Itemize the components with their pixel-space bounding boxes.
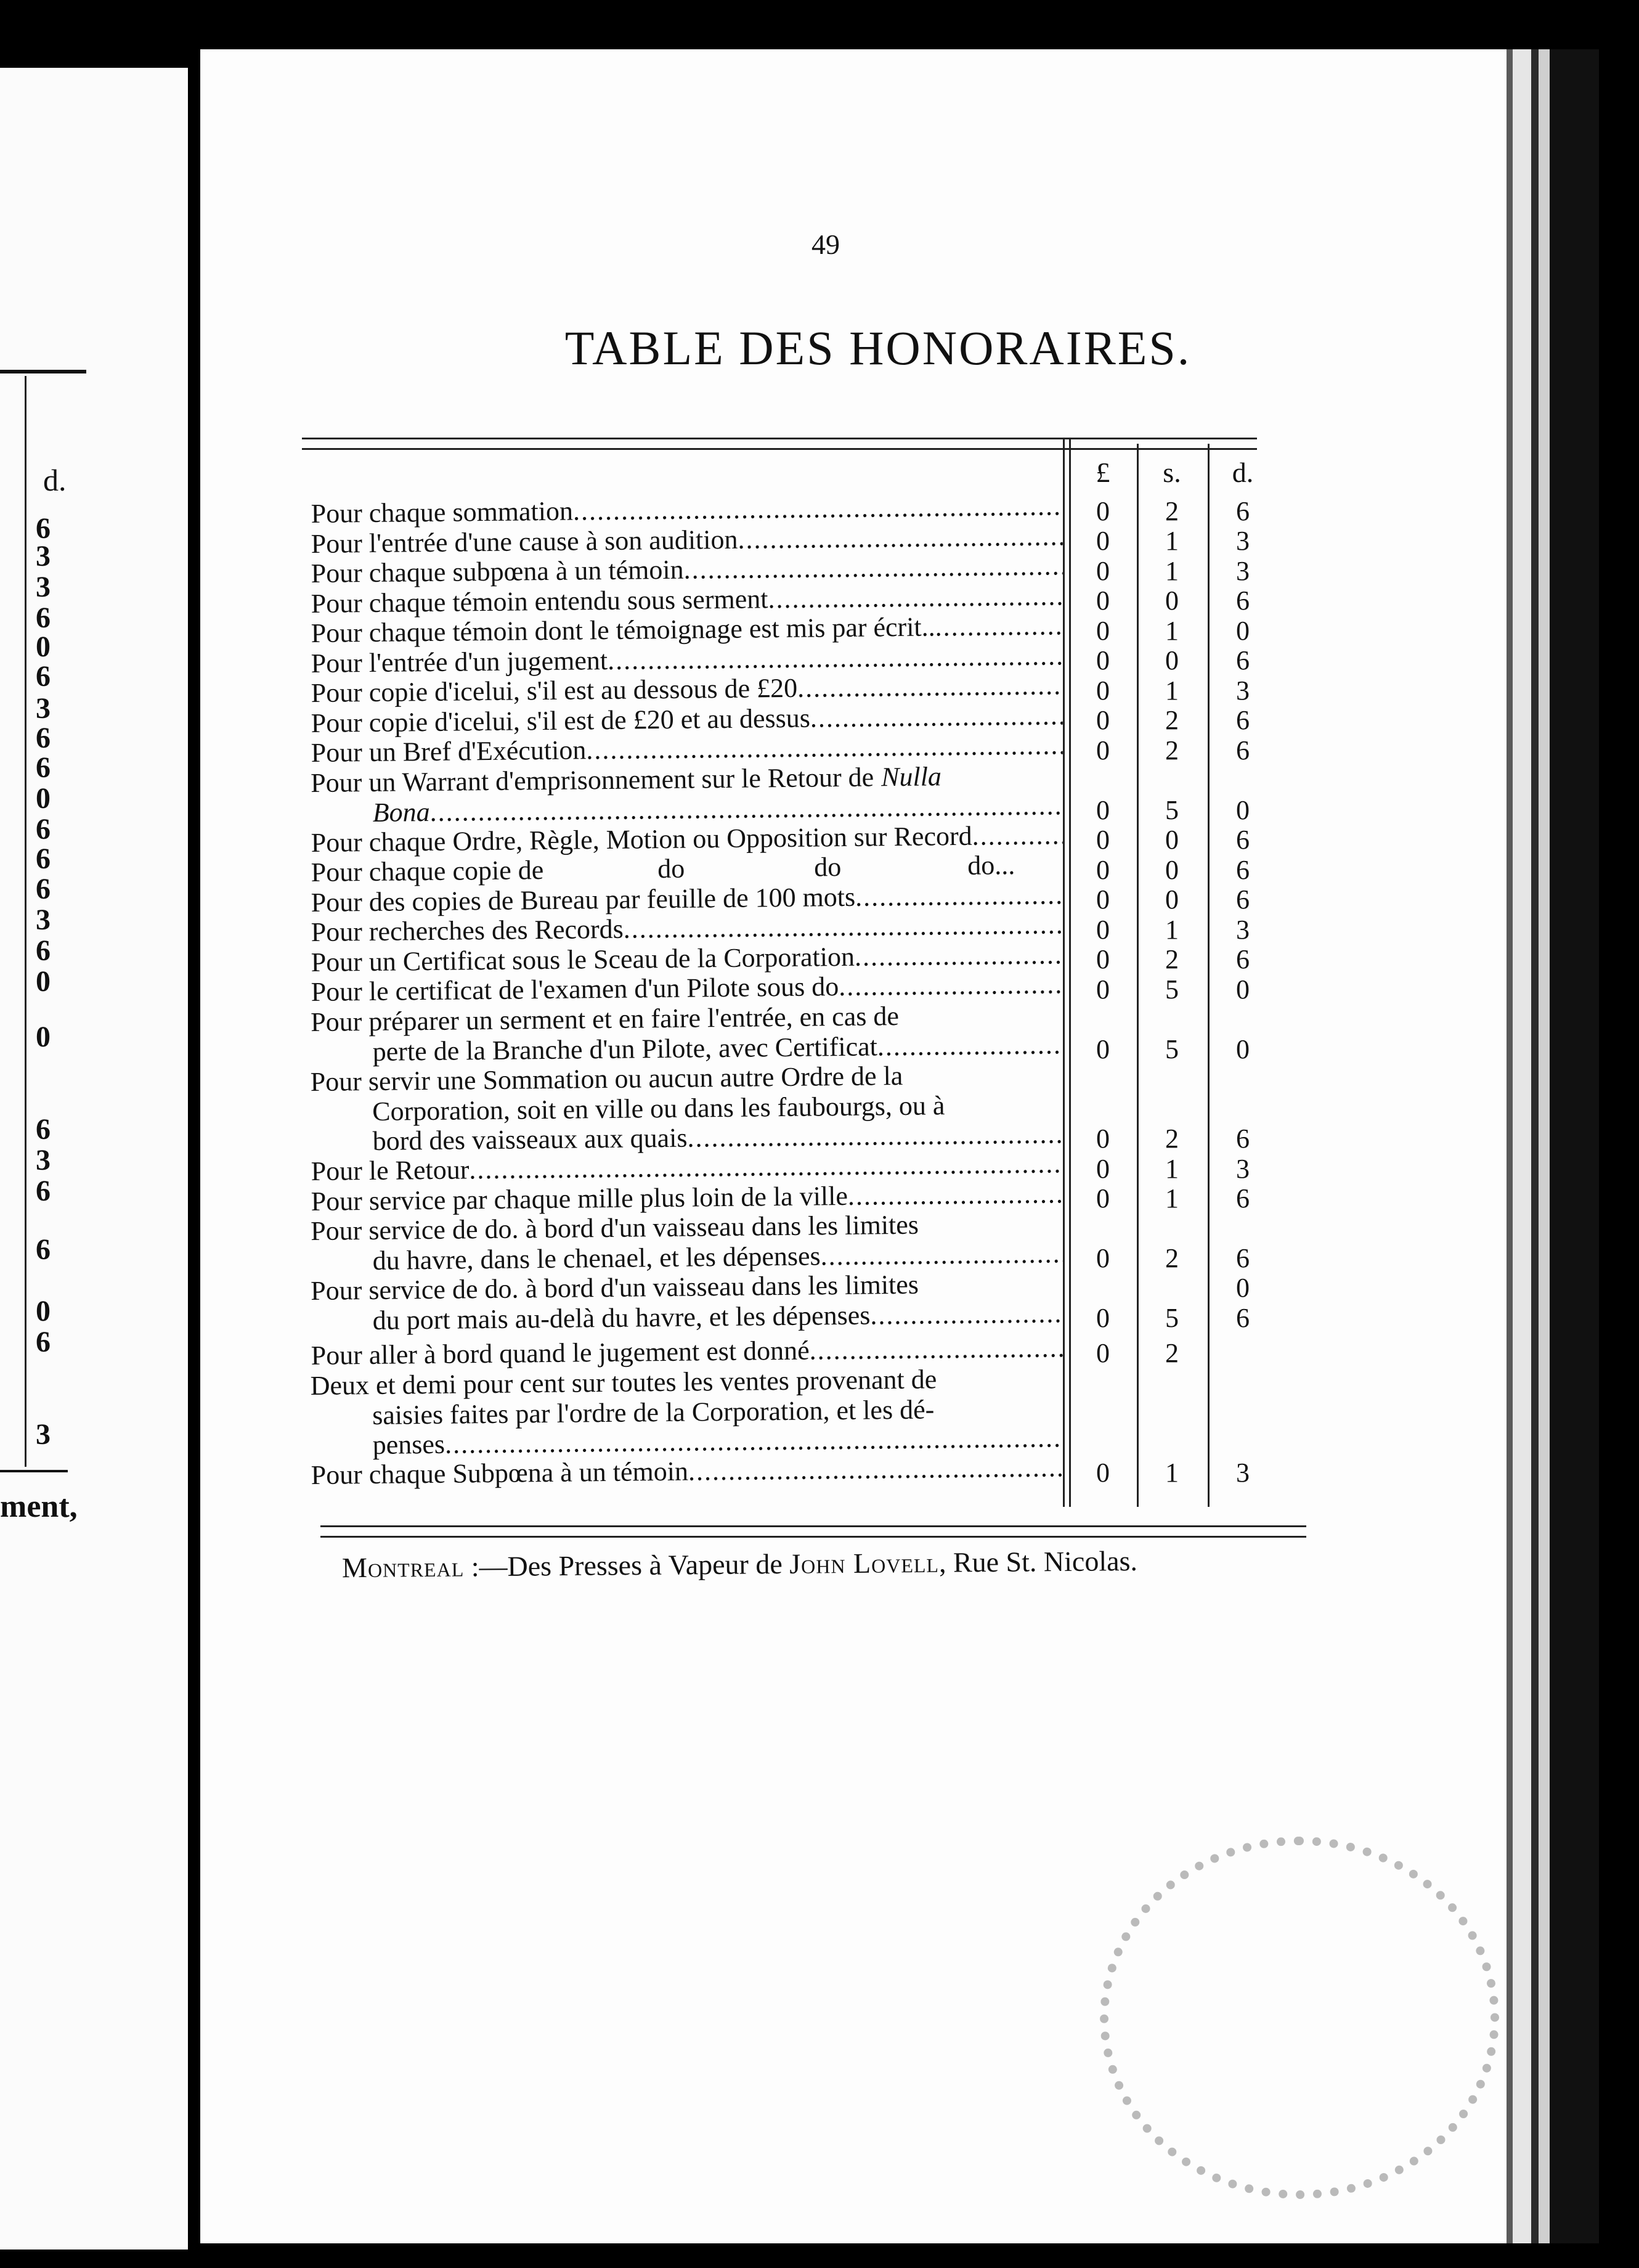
amount-pence: 6 <box>1236 944 1250 974</box>
previous-page-pence-value: 3 <box>36 571 51 603</box>
previous-page-pence-value: 3 <box>36 1418 51 1451</box>
previous-page-column-line <box>25 376 26 1467</box>
previous-page-pence-value: 0 <box>36 630 51 663</box>
leader-dots <box>810 701 1063 733</box>
fee-description-line: Pour un Certificat sous le Sceau de la Corporation <box>311 941 855 977</box>
amount-pounds: 0 <box>1096 585 1110 616</box>
fee-description-line: Pour service de do. à bord d'un vaisseau dans les limites <box>310 1269 919 1307</box>
library-stamp <box>1100 1837 1499 2199</box>
fee-description-line: Pour un Bref d'Exécution <box>311 735 587 768</box>
amount-pounds: 0 <box>1096 645 1110 675</box>
fee-description-line: Pour copie d'icelui, s'il est de £20 et au dessus <box>311 703 811 738</box>
amount-pence: 6 <box>1236 1243 1250 1273</box>
fee-row <box>311 1456 1285 1491</box>
fee-description-line: Pour préparer un serment et en faire l'entrée, en cas de <box>310 1000 900 1037</box>
leader-dots <box>573 491 1063 526</box>
fee-description-line: Pour chaque Ordre, Règle, Motion ou Opposition sur Record <box>311 820 972 858</box>
previous-page-pence-header: d. <box>43 463 67 497</box>
previous-page-text-fragment: ment, <box>0 1489 78 1524</box>
column-header-pounds: £ <box>1096 457 1110 488</box>
amount-pounds: 0 <box>1096 1183 1110 1214</box>
amount-shillings: 1 <box>1165 675 1179 706</box>
fee-row <box>310 761 1285 828</box>
amount-shillings: 0 <box>1165 585 1179 616</box>
amount-shillings: 1 <box>1165 555 1179 586</box>
amount-pence: 6 <box>1236 1183 1250 1214</box>
fee-description <box>311 1000 1063 1067</box>
amount-pence: 3 <box>1236 555 1250 586</box>
previous-page-fragment <box>0 68 188 2250</box>
fee-description <box>311 1453 1062 1490</box>
previous-page-pence-value: 6 <box>36 873 51 905</box>
fee-description-line: Pour recherches des Records <box>311 913 624 947</box>
fee-table <box>310 496 1285 1491</box>
amount-shillings: 2 <box>1165 944 1179 974</box>
leader-dots <box>855 940 1063 972</box>
fee-description-line: Pour chaque Subpœna à un témoin <box>311 1456 689 1490</box>
fee-row <box>310 1363 1285 1461</box>
amount-pence: 6 <box>1236 854 1250 885</box>
fee-description-line: du havre, dans le chenael, et les dépenses <box>372 1240 821 1276</box>
fee-description-line: Pour aller à bord quand le jugement est donné <box>311 1335 810 1371</box>
imprint-printer: John Lovell <box>789 1546 940 1580</box>
fee-description-line: Pour copie d'icelui, s'il est au dessous de £20 <box>311 672 798 708</box>
previous-page-pence-value: 6 <box>36 722 51 754</box>
amount-shillings: 2 <box>1165 496 1179 526</box>
amount-pounds: 0 <box>1096 1457 1110 1488</box>
document-page <box>200 49 1507 2253</box>
leader-dots <box>687 1119 1063 1153</box>
amount-pence: 6 <box>1236 884 1250 915</box>
amount-pounds: 0 <box>1096 944 1110 974</box>
amount-shillings: 1 <box>1165 914 1179 945</box>
leader-dots <box>809 1333 1063 1366</box>
amount-pounds: 0 <box>1096 735 1110 765</box>
leader-dots <box>877 1029 1063 1061</box>
fee-description-line: Pour des copies de Bureau par feuille de 100 mots <box>311 881 856 918</box>
fee-description-part: do <box>657 853 685 884</box>
amount-pence: 6 <box>1236 1124 1250 1154</box>
fee-description-line: saisies faites par l'ordre de la Corporation, et les dé- <box>372 1393 935 1430</box>
leader-dots <box>848 1179 1063 1211</box>
previous-page-pence-value: 6 <box>36 751 51 784</box>
fee-description-line: Deux et demi pour cent sur toutes les ventes provenant de <box>310 1363 937 1401</box>
amount-pounds: 0 <box>1096 526 1110 556</box>
amount-pence: 0 <box>1236 974 1250 1005</box>
amount-pence: 6 <box>1236 645 1250 675</box>
amount-shillings: 1 <box>1165 1183 1179 1214</box>
amount-shillings: 1 <box>1165 615 1179 646</box>
previous-page-pence-value: 6 <box>36 1113 51 1146</box>
amount-pence: 0 <box>1236 615 1250 646</box>
amount-shillings: 0 <box>1165 884 1179 915</box>
amount-pence: 6 <box>1236 705 1250 735</box>
fee-description-line: penses <box>372 1429 445 1460</box>
amount-pounds: 0 <box>1096 615 1110 646</box>
amount-pounds: 0 <box>1096 1153 1110 1184</box>
leader-dots <box>870 1299 1063 1331</box>
amount-shillings: 2 <box>1165 705 1179 735</box>
fee-description-part: Pour chaque copie de <box>311 855 544 887</box>
amount-pounds: 0 <box>1096 974 1110 1005</box>
fee-description-line: Pour chaque sommation <box>311 496 574 529</box>
amount-pence: 3 <box>1236 526 1250 556</box>
table-bottom-rule <box>320 1525 1306 1538</box>
amount-pence: 0 <box>1236 1273 1250 1303</box>
fee-row <box>310 1209 1285 1303</box>
previous-page-pence-value: 6 <box>36 1326 51 1358</box>
amount-shillings: 5 <box>1165 1034 1179 1064</box>
previous-page-pence-value: 6 <box>36 1175 51 1207</box>
amount-pounds: 0 <box>1096 884 1110 915</box>
fee-description-line: bord des vaisseaux aux quais <box>372 1122 688 1156</box>
amount-shillings: 2 <box>1165 735 1179 765</box>
amount-shillings: 0 <box>1165 645 1179 675</box>
amount-pence: 0 <box>1236 794 1250 825</box>
previous-page-pence-value: 6 <box>36 512 51 545</box>
amount-pounds: 0 <box>1096 1337 1110 1368</box>
leader-dots <box>608 641 1063 675</box>
fee-description-line: Pour l'entrée d'une cause à son audition <box>311 524 738 559</box>
amount-shillings: 1 <box>1165 1153 1179 1184</box>
amount-shillings: 0 <box>1165 854 1179 885</box>
leader-dots <box>768 581 1063 614</box>
amount-pence: 6 <box>1236 825 1250 855</box>
fee-description-line: Pour service par chaque mille plus loin de la ville <box>311 1180 848 1217</box>
fee-row <box>310 1060 1285 1157</box>
amount-pounds: 0 <box>1096 854 1110 885</box>
previous-page-pence-value: 6 <box>36 813 51 846</box>
leader-dots <box>972 820 1063 851</box>
fee-description <box>311 1268 1063 1336</box>
printer-imprint <box>342 1543 1359 1584</box>
amount-shillings: 1 <box>1165 526 1179 556</box>
amount-pounds: 0 <box>1096 1124 1110 1154</box>
leader-dots <box>820 1239 1063 1271</box>
leader-dots <box>586 730 1063 765</box>
amount-pounds: 0 <box>1096 794 1110 825</box>
amount-pounds: 0 <box>1096 825 1110 855</box>
leader-dots <box>688 1453 1063 1487</box>
amount-pounds: 0 <box>1096 914 1110 945</box>
previous-page-pence-value: 3 <box>36 904 51 936</box>
fee-description-line: Pour chaque témoin entendu sous serment <box>311 583 768 619</box>
previous-page-pence-value: 3 <box>36 1144 51 1177</box>
previous-page-pence-value: 6 <box>36 1233 51 1266</box>
leader-dots <box>683 551 1063 585</box>
amount-pence: 6 <box>1236 585 1250 616</box>
imprint-text: :—Des Presses à Vapeur de <box>464 1548 790 1583</box>
amount-pence: 3 <box>1236 914 1250 945</box>
leader-dots <box>623 910 1062 944</box>
fee-description-line: Pour service de do. à bord d'un vaisseau dans les limites <box>310 1209 919 1247</box>
amount-shillings: 2 <box>1165 1243 1179 1273</box>
amount-pounds: 0 <box>1096 555 1110 586</box>
amount-pence: 3 <box>1236 675 1250 706</box>
amount-pounds: 0 <box>1096 496 1110 526</box>
amount-shillings: 5 <box>1165 1303 1179 1333</box>
amount-pounds: 0 <box>1096 1243 1110 1273</box>
amount-pounds: 0 <box>1096 675 1110 706</box>
amount-pence: 6 <box>1236 496 1250 526</box>
fee-description-line: Bona <box>372 796 430 827</box>
fee-description-line: perte de la Branche d'un Pilote, avec Certificat <box>372 1030 878 1066</box>
fee-description-line: Pour le Retour <box>311 1154 470 1186</box>
amount-pence: 3 <box>1236 1457 1250 1488</box>
amount-shillings: 5 <box>1165 974 1179 1005</box>
fee-description <box>310 1059 1062 1157</box>
amount-pence: 0 <box>1236 1034 1250 1064</box>
leader-dots <box>797 671 1063 703</box>
fee-description <box>310 1363 1062 1461</box>
leader-dots <box>738 521 1063 555</box>
fee-row <box>310 1000 1285 1067</box>
previous-page-rule-bottom <box>0 1470 68 1472</box>
leader-dots <box>935 611 1063 642</box>
amount-shillings: 1 <box>1165 1457 1179 1488</box>
table-top-rule <box>302 438 1257 450</box>
amount-shillings: 5 <box>1165 794 1179 825</box>
fee-row <box>310 1269 1285 1336</box>
leader-dots <box>839 969 1063 1001</box>
fee-description-line: Pour le certificat de l'examen d'un Pilote sous do <box>311 971 839 1007</box>
previous-page-rule <box>0 370 86 373</box>
fee-description-line: Pour l'entrée d'un jugement <box>311 645 608 679</box>
previous-page-pence-value: 6 <box>36 660 51 693</box>
book-edge <box>1507 49 1599 2243</box>
column-header-shillings: s. <box>1163 457 1181 488</box>
previous-page-pence-value: 0 <box>36 1295 51 1328</box>
scan-border <box>200 2243 1599 2268</box>
fee-description-line: Corporation, soit en ville ou dans les faubourgs, ou à <box>372 1090 945 1126</box>
column-header-pence: d. <box>1232 457 1254 488</box>
fee-description-line: du port mais au-delà du havre, et les dépenses <box>372 1299 871 1336</box>
amount-shillings: 0 <box>1165 825 1179 855</box>
amount-pounds: 0 <box>1096 1303 1110 1333</box>
previous-page-pence-value: 6 <box>36 934 51 967</box>
fee-description-italic: Nulla <box>881 761 942 792</box>
fee-description-line: Pour servir une Sommation ou aucun autre Ordre de la <box>310 1060 903 1097</box>
amount-pence: 3 <box>1236 1153 1250 1184</box>
previous-page-pence-value: 3 <box>36 692 51 725</box>
amount-pence: 6 <box>1236 1303 1250 1333</box>
page-number: 49 <box>811 229 840 260</box>
fee-description-line: Pour chaque témoin dont le témoignage est mis par écrit.. <box>311 611 935 648</box>
fee-description-line: Pour un Warrant d'emprisonnement sur le Retour de <box>310 761 874 798</box>
imprint-address: , Rue St. Nicolas. <box>938 1544 1138 1578</box>
previous-page-pence-value: 6 <box>36 842 51 875</box>
imprint-city: Montreal <box>341 1551 465 1584</box>
amount-pounds: 0 <box>1096 1034 1110 1064</box>
previous-page-pence-value: 3 <box>36 540 51 573</box>
previous-page-pence-value: 6 <box>36 602 51 634</box>
previous-page-pence-value: 0 <box>36 965 51 998</box>
fee-description-part: do... <box>967 850 1015 881</box>
amount-shillings: 2 <box>1165 1124 1179 1154</box>
previous-page-pence-value: 0 <box>36 782 51 815</box>
amount-pence: 6 <box>1236 735 1250 765</box>
page-title: TABLE DES HONORAIRES. <box>564 321 1192 375</box>
fee-description <box>311 761 1063 828</box>
fee-description-line: Pour chaque subpœna à un témoin <box>311 554 684 589</box>
leader-dots <box>855 880 1063 912</box>
amount-pounds: 0 <box>1096 705 1110 735</box>
fee-description <box>311 1209 1063 1276</box>
previous-page-pence-value: 0 <box>36 1021 51 1053</box>
fee-description-part: do <box>813 851 842 883</box>
amount-shillings: 2 <box>1165 1337 1179 1368</box>
